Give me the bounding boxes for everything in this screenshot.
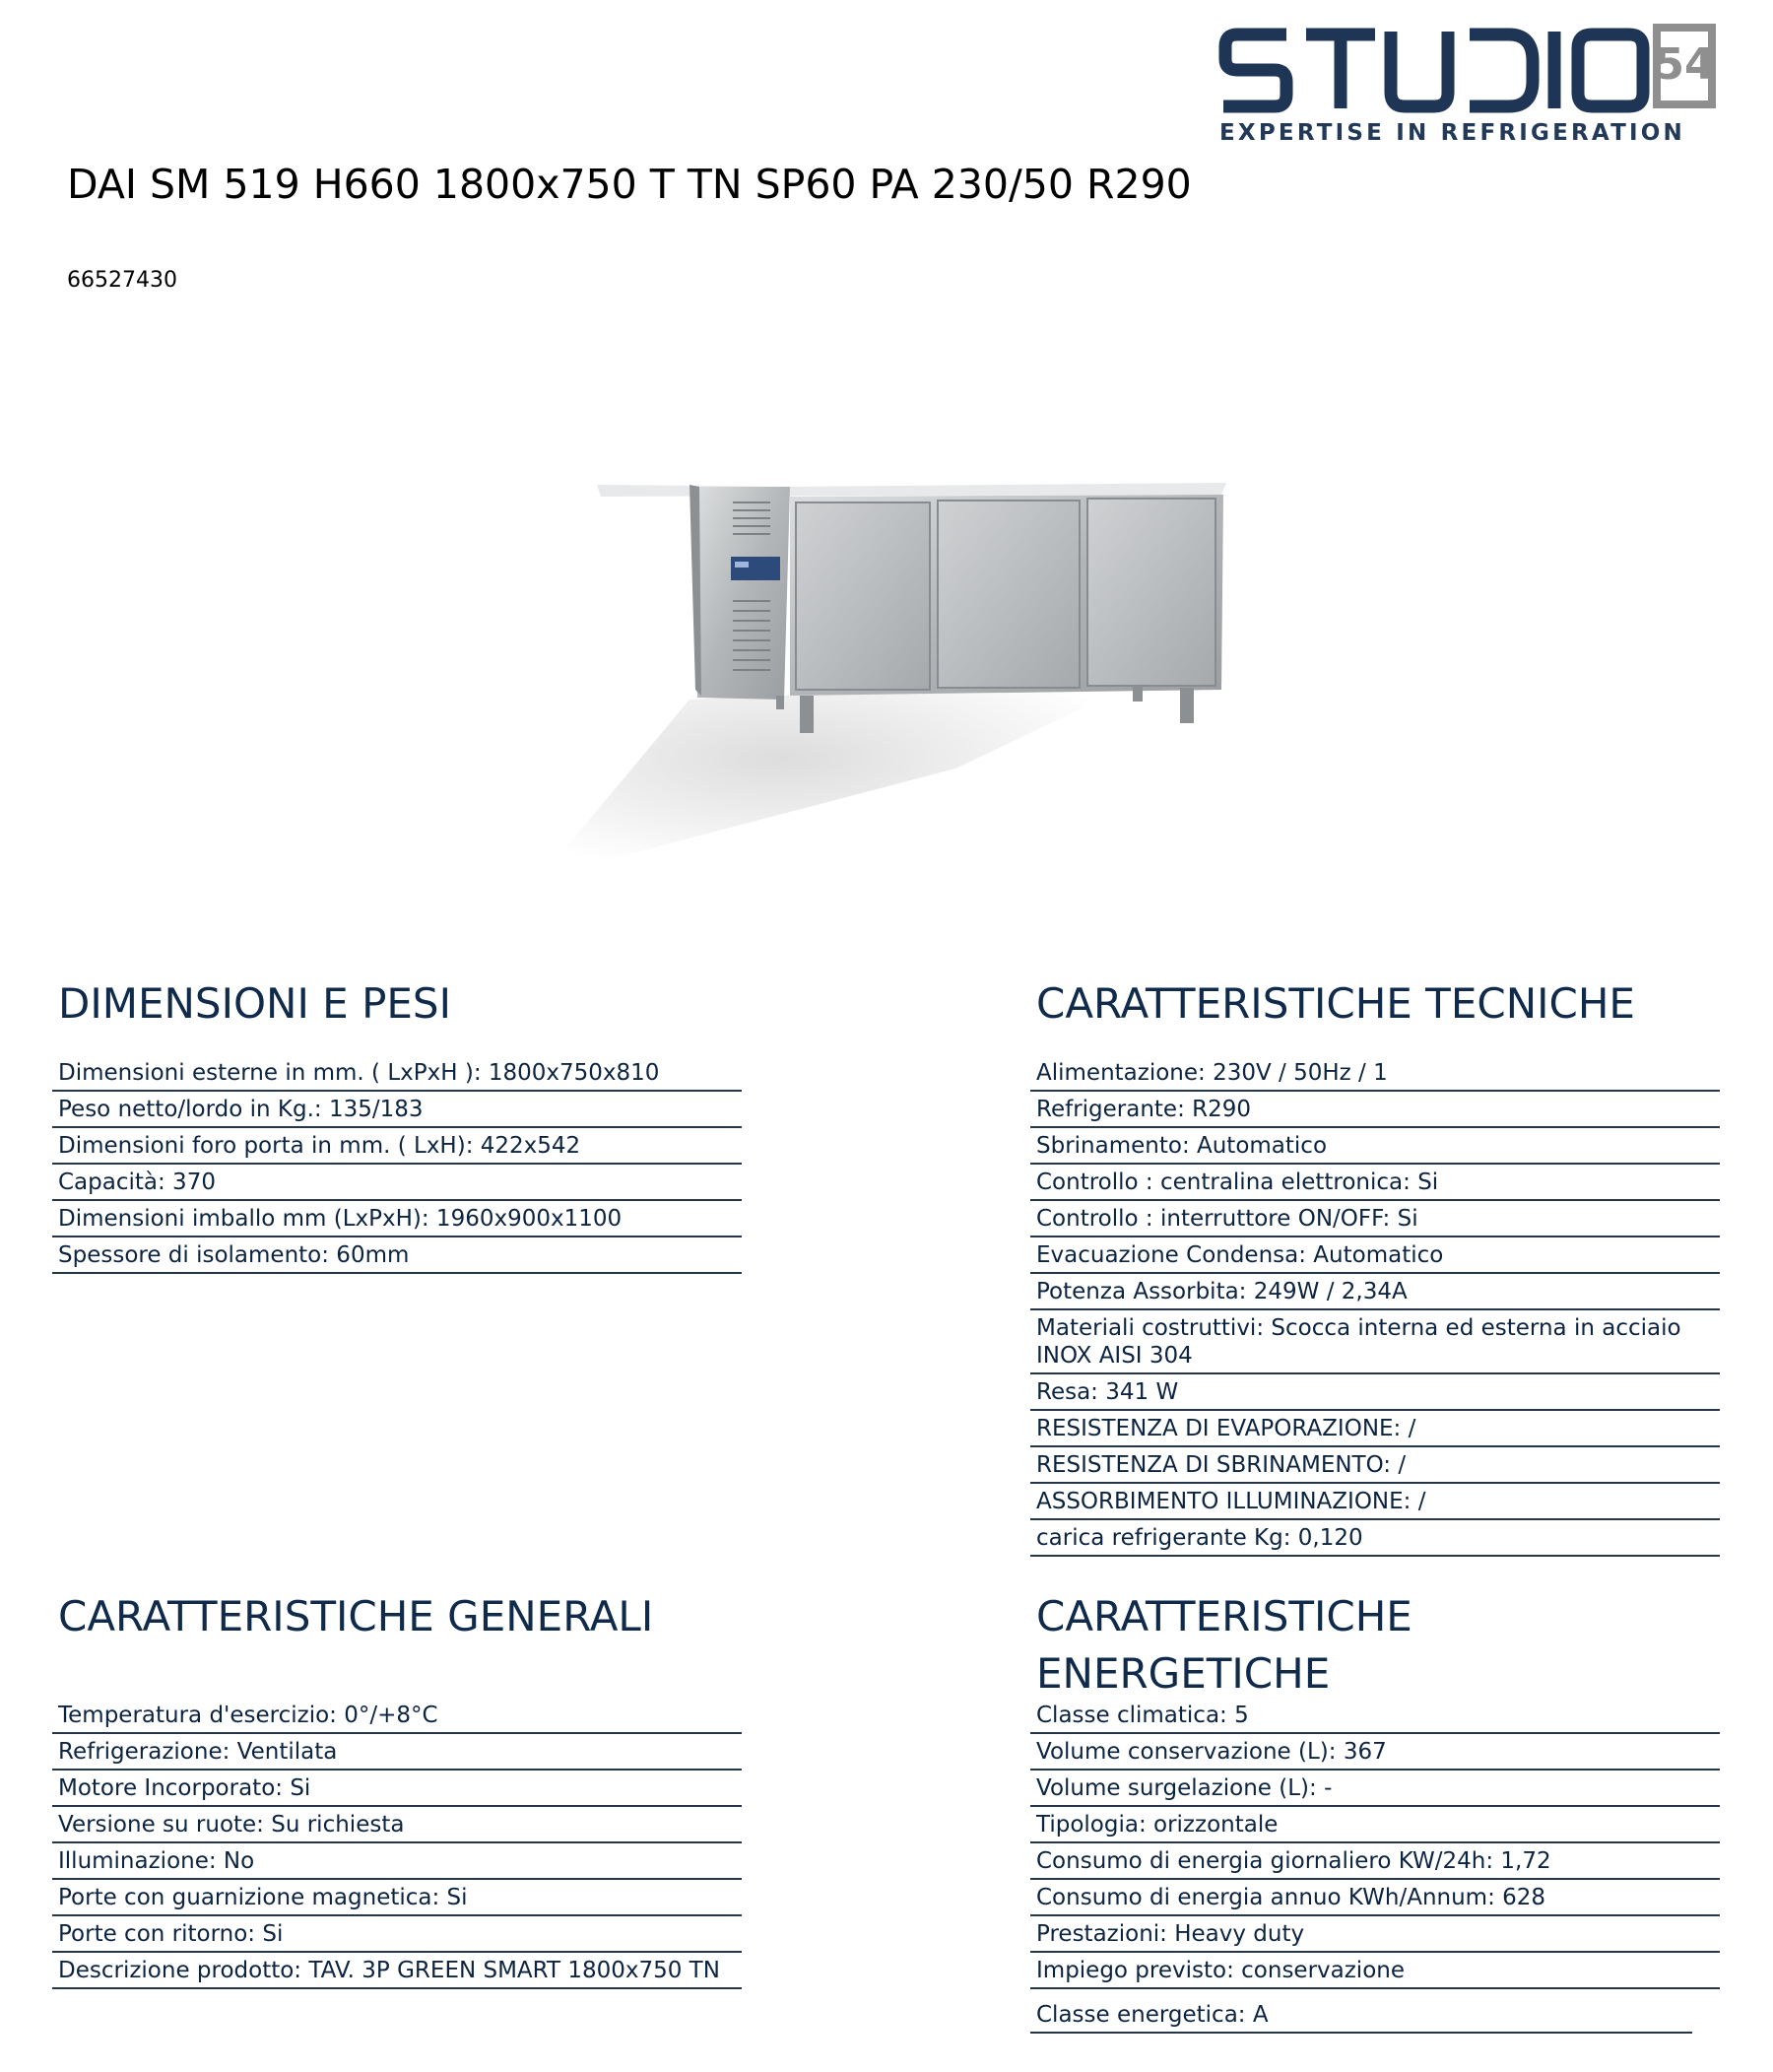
list-item: Porte con guarnizione magnetica: Si bbox=[52, 1880, 742, 1916]
generali-rows bbox=[52, 1698, 742, 1989]
list-item: Volume conservazione (L): 367 bbox=[1030, 1734, 1720, 1771]
list-item: Temperatura d'esercizio: 0°/+8°C bbox=[52, 1698, 742, 1734]
brand-logo bbox=[1217, 22, 1720, 150]
list-item: Spessore di isolamento: 60mm bbox=[52, 1237, 742, 1274]
studio54-logo-icon bbox=[1217, 22, 1720, 120]
list-item: Alimentazione: 230V / 50Hz / 1 bbox=[1030, 1055, 1720, 1092]
section-energetiche bbox=[1030, 1588, 1444, 1703]
list-item: Porte con ritorno: Si bbox=[52, 1916, 742, 1953]
list-item: Refrigerazione: Ventilata bbox=[52, 1734, 742, 1771]
list-item: Controllo : centralina elettronica: Si bbox=[1030, 1165, 1720, 1201]
list-item: Capacità: 370 bbox=[52, 1165, 742, 1201]
list-item: carica refrigerante Kg: 0,120 bbox=[1030, 1520, 1720, 1557]
section-heading: CARATTERISTICHE ENERGETICHE bbox=[1036, 1592, 1412, 1698]
list-item: Sbrinamento: Automatico bbox=[1030, 1128, 1720, 1165]
list-item: Peso netto/lordo in Kg.: 135/183 bbox=[52, 1092, 742, 1128]
list-item: Volume surgelazione (L): - bbox=[1030, 1771, 1720, 1807]
list-item: Tipologia: orizzontale bbox=[1030, 1807, 1720, 1843]
section-dimensioni bbox=[52, 975, 742, 1033]
list-item: Descrizione prodotto: TAV. 3P GREEN SMART 1800x750 TN bbox=[52, 1953, 742, 1989]
list-item: Resa: 341 W bbox=[1030, 1374, 1720, 1411]
list-item: Consumo di energia annuo KWh/Annum: 628 bbox=[1030, 1880, 1720, 1916]
list-item: Refrigerante: R290 bbox=[1030, 1092, 1720, 1128]
list-item: Dimensioni foro porta in mm. ( LxH): 422x542 bbox=[52, 1128, 742, 1165]
tecniche-rows bbox=[1030, 1055, 1720, 1557]
product-image bbox=[512, 463, 1261, 897]
section-heading: CARATTERISTICHE GENERALI bbox=[58, 1592, 654, 1640]
section-heading: DIMENSIONI E PESI bbox=[58, 979, 451, 1028]
product-title: DAI SM 519 H660 1800x750 T TN SP60 PA 230/50 R290 bbox=[67, 161, 1192, 208]
logo-tagline: EXPERTISE IN REFRIGERATION bbox=[1219, 120, 1685, 146]
list-item: RESISTENZA DI EVAPORAZIONE: / bbox=[1030, 1411, 1720, 1447]
product-code: 66527430 bbox=[67, 268, 177, 293]
section-generali bbox=[52, 1588, 742, 1645]
section-tecniche bbox=[1030, 975, 1720, 1033]
section-heading: CARATTERISTICHE TECNICHE bbox=[1036, 979, 1635, 1028]
list-item: Motore Incorporato: Si bbox=[52, 1771, 742, 1807]
list-item: Impiego previsto: conservazione bbox=[1030, 1953, 1720, 1989]
list-item: Dimensioni imballo mm (LxPxH): 1960x900x1100 bbox=[52, 1201, 742, 1237]
list-item: Consumo di energia giornaliero KW/24h: 1,72 bbox=[1030, 1843, 1720, 1880]
list-item: Prestazioni: Heavy duty bbox=[1030, 1916, 1720, 1953]
list-item: Controllo : interruttore ON/OFF: Si bbox=[1030, 1201, 1720, 1237]
list-item: Illuminazione: No bbox=[52, 1843, 742, 1880]
list-item: Potenza Assorbita: 249W / 2,34A bbox=[1030, 1274, 1720, 1310]
list-item: Classe energetica: A bbox=[1030, 1997, 1720, 2032]
energetiche-rows bbox=[1030, 1698, 1720, 2032]
list-item: Dimensioni esterne in mm. ( LxPxH ): 1800x750x810 bbox=[52, 1055, 742, 1092]
list-item: ASSORBIMENTO ILLUMINAZIONE: / bbox=[1030, 1484, 1720, 1520]
logo-badge-number: 54 bbox=[1654, 39, 1715, 90]
list-item: Versione su ruote: Su richiesta bbox=[52, 1807, 742, 1843]
dimensioni-rows bbox=[52, 1055, 742, 1274]
list-item: Classe climatica: 5 bbox=[1030, 1698, 1720, 1734]
list-item: Materiali costruttivi: Scocca interna ed esterna in acciaio INOX AISI 304 bbox=[1030, 1310, 1720, 1374]
list-item: RESISTENZA DI SBRINAMENTO: / bbox=[1030, 1447, 1720, 1484]
list-item: Evacuazione Condensa: Automatico bbox=[1030, 1237, 1720, 1274]
